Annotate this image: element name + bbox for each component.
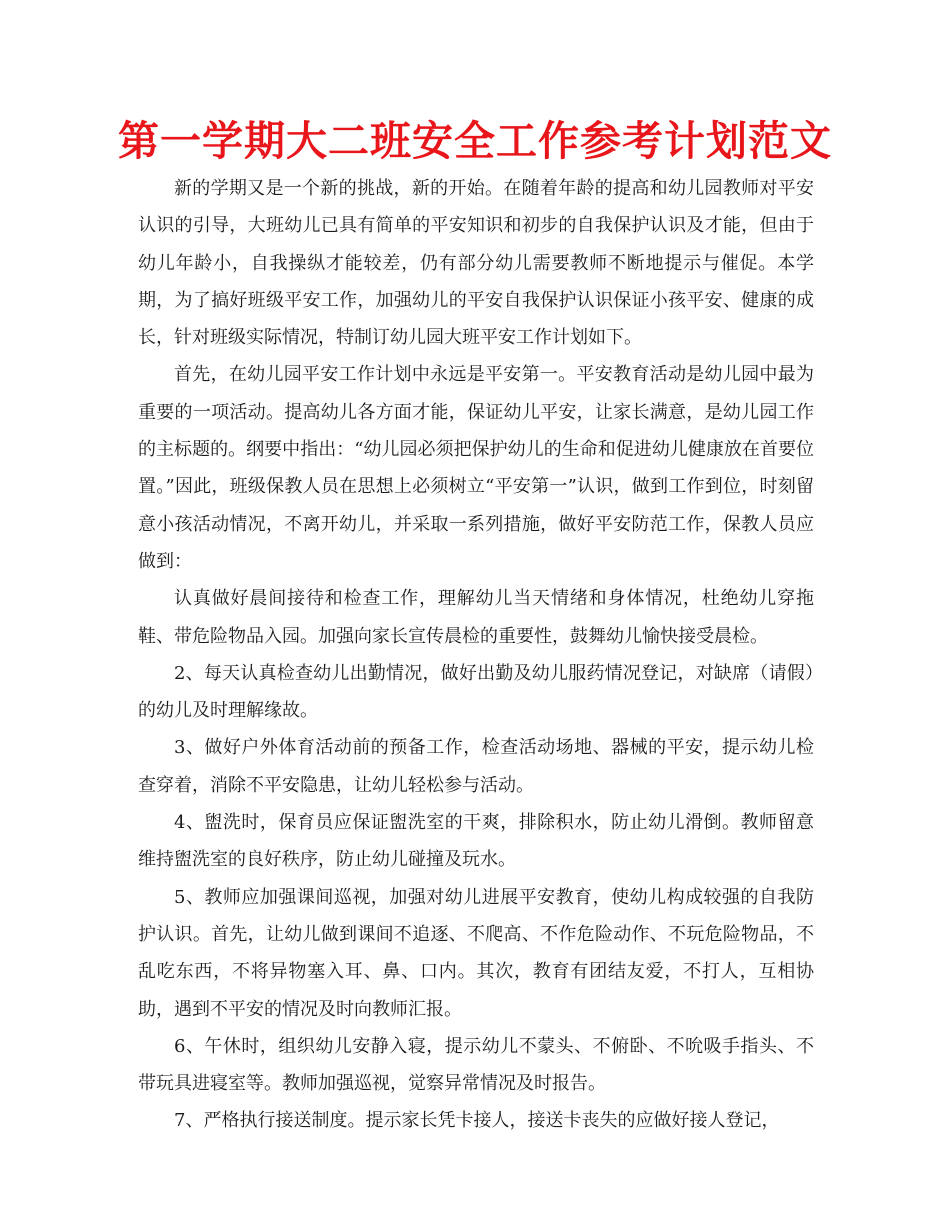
paragraph-item-3: 3、做好户外体育活动前的预备工作，检查活动场地、器械的平安，提示幼儿检查穿着，消除不平安隐患，让幼儿轻松参与活动。	[138, 737, 814, 796]
paragraph-intro: 新的学期又是一个新的挑战，新的开始。在随着年龄的提高和幼儿园教师对平安认识的引导，大班幼儿已具有简单的平安知识和初步的自我保护认识及才能，但由于幼儿年龄小，自我操纵才能较差，仍有部分幼儿需要教师不断地提示与催促。本学期，为了搞好班级平安工作，加强幼儿的平安自我保护认识保证小孩平安、健康的成长，针对班级实际情况，特制订幼儿园大班平安工作计划如下。	[138, 178, 814, 349]
document-title: 第一学期大二班安全工作参考计划范文	[118, 117, 832, 165]
paragraph-item-7: 7、严格执行接送制度。提示家长凭卡接人，接送卡丧失的应做好接人登记，	[174, 1110, 780, 1132]
paragraph-item-1: 认真做好晨间接待和检查工作，理解幼儿当天情绪和身体情况，杜绝幼儿穿拖鞋、带危险物品入园。加强向家长宣传晨检的重要性，鼓舞幼儿愉快接受晨检。	[138, 588, 814, 647]
paragraph-item-5: 5、教师应加强课间巡视，加强对幼儿进展平安教育，使幼儿构成较强的自我防护认识。首先，让幼儿做到课间不追逐、不爬高、不作危险动作、不玩危险物品，不乱吃东西，不将异物塞入耳、鼻、口内。其次，教育有团结友爱，不打人，互相协助，遇到不平安的情况及时向教师汇报。	[138, 886, 814, 1020]
paragraph-item-6: 6、午休时，组织幼儿安静入寝，提示幼儿不蒙头、不俯卧、不吮吸手指头、不带玩具进寝室等。教师加强巡视，觉察异常情况及时报告。	[138, 1035, 814, 1095]
paragraph-item-4: 4、盥洗时，保育员应保证盥洗室的干爽，排除积水，防止幼儿滑倒。教师留意维持盥洗室的良好秩序，防止幼儿碰撞及玩水。	[138, 812, 814, 871]
paragraph-safety-first: 首先，在幼儿园平安工作计划中永远是平安第一。平安教育活动是幼儿园中最为重要的一项活动。提高幼儿各方面才能，保证幼儿平安，让家长满意，是幼儿园工作的主标题的。纲要中指出：“幼儿园必须把保护幼儿的生命和促进幼儿健康放在首要位置。”因此，班级保教人员在思想上必须树立“平安第一”认识，做到工作到位，时刻留意小孩活动情况，不离开幼儿，并采取一系列措施，做好平安防范工作，保教人员应做到：	[138, 364, 814, 572]
document-body	[138, 170, 814, 1140]
paragraph-item-2: 2、每天认真检查幼儿出勤情况，做好出勤及幼儿服药情况登记，对缺席（请假）的幼儿及时理解缘故。	[138, 662, 814, 722]
